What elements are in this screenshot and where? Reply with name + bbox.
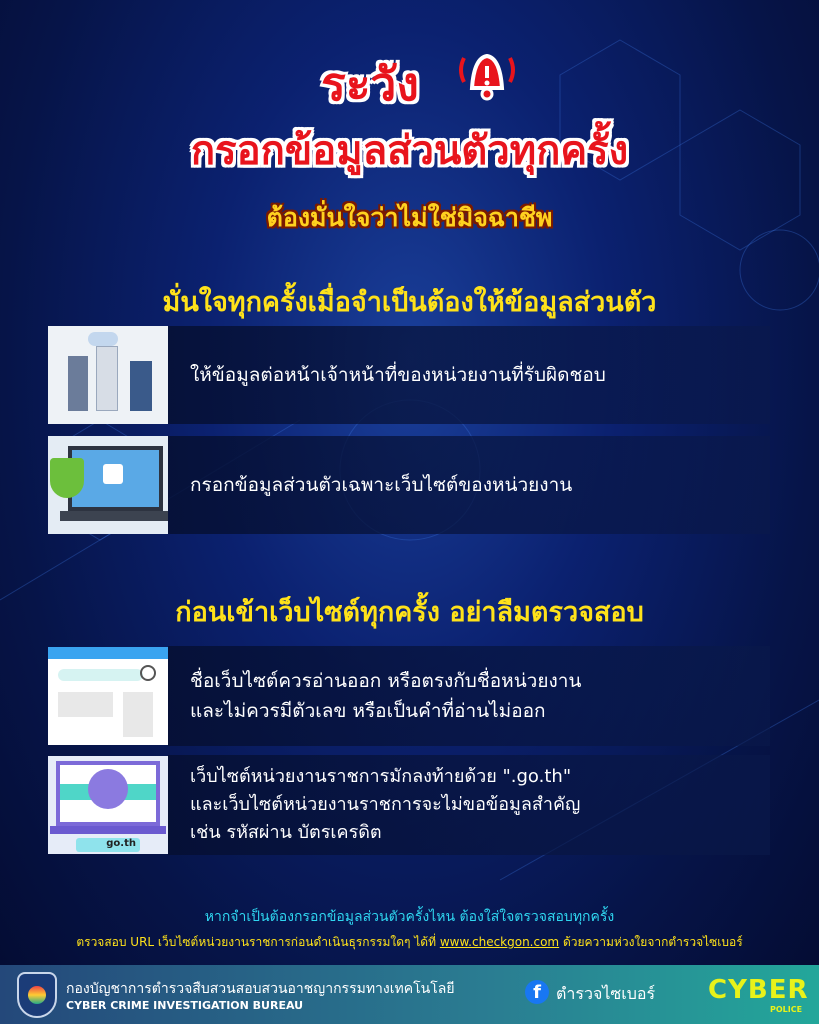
org-name-en: CYBER CRIME INVESTIGATION BUREAU <box>66 999 304 1012</box>
tip-text <box>190 763 580 847</box>
main-title: กรอกข้อมูลส่วนตัวทุกครั้ง <box>190 128 629 174</box>
facebook-page-name[interactable]: ตำรวจไซเบอร์ <box>556 984 656 1003</box>
footer-check <box>0 933 819 952</box>
police-badge-logo <box>17 972 57 1018</box>
section2-heading: ก่อนเข้าเว็บไซต์ทุกครั้ง อย่าลืมตรวจสอบ <box>175 597 644 628</box>
checkgon-link[interactable]: www.checkgon.com <box>439 935 560 949</box>
tip-row <box>48 646 770 746</box>
tip-line: เว็บไซต์หน่วยงานราชการมักลงท้ายด้วย ".go.th" <box>190 766 572 787</box>
check-text: ตรวจสอบ URL เว็บไซต์หน่วยงานราชการก่อนดำเนินธุรกรรมใดๆ ได้ที่ <box>76 935 440 949</box>
tip-text: ให้ข้อมูลต่อหน้าเจ้าหน้าที่ของหน่วยงานที่รับผิดชอบ <box>190 364 606 386</box>
footer-note: หากจำเป็นต้องกรอกข้อมูลส่วนตัวครั้งไหน ต้องใส่ใจตรวจสอบทุกครั้ง <box>204 909 615 925</box>
check-text-end: ด้วยความห่วงใยจากตำรวจไซเบอร์ <box>559 935 743 949</box>
laptop-shield-lock-illustration <box>48 436 168 534</box>
tip-line: ชื่อเว็บไซต์ควรอ่านออก หรือตรงกับชื่อหน่วยงาน <box>190 670 582 692</box>
people-servers-illustration <box>48 326 168 424</box>
tip-row <box>48 326 770 424</box>
subtitle: ต้องมั่นใจว่าไม่ใช่มิจฉาชีพ <box>266 203 553 232</box>
tip-line: เช่น รหัสผ่าน บัตรเครดิต <box>190 822 382 843</box>
tip-text <box>190 666 581 726</box>
tip-line: และเว็บไซต์หน่วยงานราชการจะไม่ขอข้อมูลสำคัญ <box>190 794 581 815</box>
browser-url-search-illustration <box>48 647 168 745</box>
tip-line: และไม่ควรมีตัวเลข หรือเป็นคำที่อ่านไม่ออก <box>190 700 546 722</box>
facebook-icon[interactable]: f <box>525 980 549 1004</box>
tip-row <box>48 755 770 855</box>
org-name-th: กองบัญชาการตำรวจสืบสวนสอบสวนอาชญากรรมทางเทคโนโลยี <box>66 981 455 997</box>
tip-text: กรอกข้อมูลส่วนตัวเฉพาะเว็บไซต์ของหน่วยงาน <box>190 474 573 496</box>
laptop-padlock-goth-illustration <box>48 756 168 854</box>
goth-badge: go.th <box>76 838 140 852</box>
section1-heading: มั่นใจทุกครั้งเมื่อจำเป็นต้องให้ข้อมูลส่วนตัว <box>162 287 657 318</box>
alarm-bell-icon <box>452 38 522 108</box>
cyber-police-logo: CYBER <box>708 975 809 1005</box>
tip-row <box>48 436 770 534</box>
footer-bar <box>0 965 819 1024</box>
cyber-police-logo-sub: POLICE <box>770 1005 803 1014</box>
warning-title: ระวัง <box>321 57 419 111</box>
